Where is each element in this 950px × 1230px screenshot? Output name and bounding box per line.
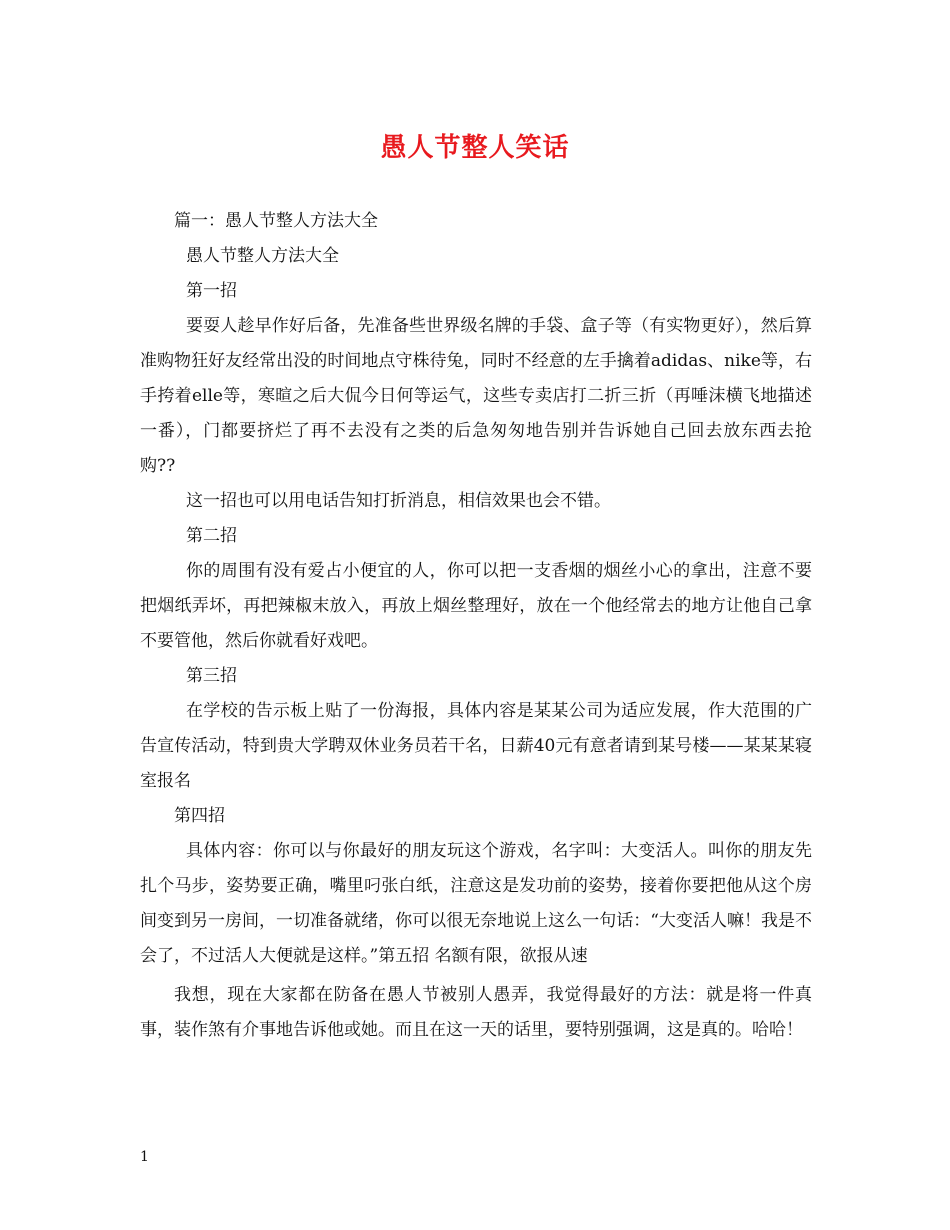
section-heading: 篇一：愚人节整人方法大全 (174, 211, 378, 231)
page-number: 1 (140, 1149, 149, 1165)
step-heading-3: 第三招 (186, 666, 237, 686)
closing-paragraph: 我想，现在大家都在防备在愚人节被别人愚弄，我觉得最好的方法：就是将一件真事，装作煞有介事地告诉他或她。而且在这一天的话里，要特别强调，这是真的。哈哈！ (140, 985, 812, 1040)
document-body (140, 204, 812, 1048)
step-paragraph-3: 在学校的告示板上贴了一份海报，具体内容是某某公司为适应发展，作大范围的广告宣传活动，特到贵大学聘双休业务员若干名，日薪40元有意者请到某号楼——某某某寝室报名 (140, 701, 812, 791)
document-title: 愚人节整人笑话 (380, 133, 570, 163)
step-heading-2: 第二招 (186, 526, 237, 546)
step-paragraph-1b: 这一招也可以用电话告知打折消息，相信效果也会不错。 (186, 491, 611, 511)
sub-heading: 愚人节整人方法大全 (186, 246, 339, 266)
step-heading-4: 第四招 (174, 806, 225, 826)
step-heading-1: 第一招 (186, 281, 237, 301)
step-paragraph-4: 具体内容：你可以与你最好的朋友玩这个游戏，名字叫：大变活人。叫你的朋友先扎个马步，姿势要正确，嘴里叼张白纸，注意这是发功前的姿势，接着你要把他从这个房间变到另一房间，一切准备就绪，你可以很无奈地说上这么一句话：“大变活人嘛！我是不会了，不过活人大便就是这样。”第五招 名额有限，欲报从速 (140, 841, 812, 966)
step-paragraph-1: 要耍人趁早作好后备，先准备些世界级名牌的手袋、盒子等（有实物更好），然后算准购物狂好友经常出没的时间地点守株待兔，同时不经意的左手擒着adidas、nike等，右手挎着elle等，寒暄之后大侃今日何等运气，这些专卖店打二折三折（再唾沫横飞地描述一番），门都要挤烂了再不去没有之类的后急匆匆地告别并告诉她自己回去放东西去抢购?? (140, 316, 812, 476)
step-paragraph-2: 你的周围有没有爱占小便宜的人，你可以把一支香烟的烟丝小心的拿出，注意不要把烟纸弄坏，再把辣椒末放入，再放上烟丝整理好，放在一个他经常去的地方让他自己拿不要管他，然后你就看好戏吧。 (140, 561, 812, 651)
